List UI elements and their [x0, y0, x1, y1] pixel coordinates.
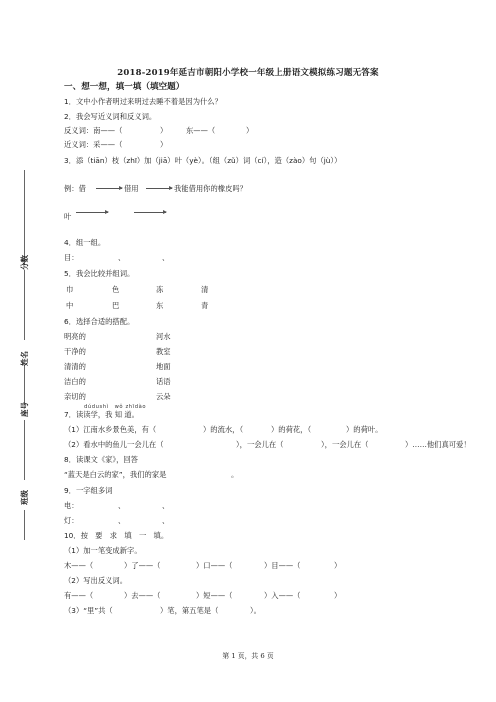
- q7-line-1: （1）江南水乡景色美，有（: [64, 425, 157, 434]
- ye-char: 叶: [64, 212, 72, 221]
- antonym-prompt: 反义词：南——（: [64, 126, 123, 135]
- separator: 、: [118, 501, 126, 510]
- separator: 、: [118, 253, 126, 262]
- question-10: 10．按 要 求 填 一 填。: [64, 531, 169, 540]
- arrow-icon: [76, 212, 108, 213]
- blank-close: ）: [160, 126, 168, 135]
- question-8: 8．读课文《家》，回答: [64, 455, 138, 464]
- arrow-icon: [134, 212, 166, 213]
- blank-close: ）: [160, 140, 168, 149]
- arrow-icon: [146, 188, 172, 189]
- q9-lamp: 灯：: [64, 516, 79, 525]
- compare-char: 青: [201, 301, 209, 310]
- compare-char: 清: [201, 285, 209, 294]
- q8-line: “蓝天是白云的家”，我们的家是: [64, 470, 167, 479]
- compare-char: 巴: [112, 301, 120, 310]
- q7-line-2c: ），一会儿在（: [321, 440, 369, 449]
- q10b-item: 有——（: [64, 591, 94, 600]
- match-right: 话语: [156, 377, 171, 386]
- q10a-item: 木——（: [64, 561, 94, 570]
- class-label: 班级: [20, 490, 29, 505]
- question-1: 1．文中小作者明过来明过去睡不着是因为什么？: [64, 97, 222, 106]
- separator: 、: [162, 516, 170, 525]
- match-right: 教室: [156, 347, 171, 356]
- compare-char: 冻: [156, 285, 164, 294]
- q7-line-1c: ）的荷花，（: [271, 425, 312, 434]
- match-left: 清清的: [64, 362, 86, 371]
- match-right: 河水: [156, 332, 171, 341]
- q7-line-2: （2）看水中的鱼儿一会儿在（: [64, 440, 164, 449]
- q10-part-3b: ）笔，第五笔是（: [160, 606, 219, 615]
- q10b-item: ）短——（: [196, 591, 233, 600]
- match-right: 地面: [156, 362, 171, 371]
- q10b-item: ）: [334, 591, 342, 600]
- question-3: 3．添（tiān）枝（zhī）加（jiā）叶（yè）。（组（zǔ）词（cí），造（zào）句（jù））: [64, 156, 342, 165]
- binding-line: [24, 365, 25, 405]
- example-word: 借用: [124, 184, 139, 193]
- q10-part-3c: ）。: [250, 606, 261, 615]
- blank-close: ）: [246, 126, 254, 135]
- q7-line-1d: ）的荷叶。: [346, 425, 383, 434]
- score-label: 分数: [20, 255, 29, 270]
- q8-end: 。: [231, 470, 239, 479]
- page-footer: 第 1 页，共 6 页: [222, 652, 274, 660]
- example-char: 例：借: [64, 184, 86, 193]
- question-9: 9．一字组多词: [64, 486, 113, 495]
- arrow-icon: [96, 188, 122, 189]
- q10a-item: ）口——（: [196, 561, 233, 570]
- question-5: 5．我会比较并组词。: [64, 269, 135, 278]
- q9-electric: 电：: [64, 501, 79, 510]
- match-left: 明亮的: [64, 332, 86, 341]
- separator: 、: [118, 516, 126, 525]
- q10-part-1: （1）加一笔变成新字。: [64, 546, 142, 555]
- separator: 、: [162, 501, 170, 510]
- question-7: 7．读读学，我 知 道。: [64, 410, 139, 419]
- match-left: 干净的: [64, 347, 86, 356]
- q10a-item: ）目——（: [264, 561, 301, 570]
- question-2: 2．我会写近义词和反义词。: [64, 112, 157, 121]
- document-title: 2018-2019年延吉市朝阳小学校一年级上册语文模拟练习题无答案: [117, 68, 379, 78]
- q7-line-1b: ）的流水，（: [203, 425, 244, 434]
- compare-char: 东: [156, 301, 164, 310]
- match-left: 亲切的: [64, 392, 86, 401]
- group-word-prompt: 目：: [64, 253, 79, 262]
- binding-line: [24, 420, 25, 480]
- q10a-item: ）了——（: [124, 561, 161, 570]
- match-right: 云朵: [156, 392, 171, 401]
- match-left: 洁白的: [64, 377, 86, 386]
- antonym-prompt-2: 东——（: [186, 126, 216, 135]
- q7-line-2d: ）……他们真可爱！: [405, 440, 471, 449]
- question-6: 6．选择合适的搭配。: [64, 317, 135, 326]
- example-sentence: 我能借用你的橡皮吗？: [174, 184, 247, 193]
- binding-line: [24, 510, 25, 540]
- binding-line: [24, 170, 25, 265]
- question-4: 4．组一组。: [64, 238, 106, 247]
- separator: 、: [162, 253, 170, 262]
- pinyin-line: dúdushì wǒ zhīdào: [84, 404, 147, 410]
- compare-char: 巾: [66, 285, 74, 294]
- compare-char: 中: [66, 301, 74, 310]
- q10b-item: ）去——（: [124, 591, 161, 600]
- q10-part-2: （2）写出反义词。: [64, 576, 128, 585]
- q10b-item: ）入——（: [264, 591, 301, 600]
- name-label: 姓名: [20, 351, 29, 366]
- section-heading: 一、想一想，填一填（填空题）: [64, 82, 185, 92]
- q10a-item: ）: [334, 561, 342, 570]
- synonym-prompt: 近义词：采——（: [64, 140, 123, 149]
- q7-line-2b: ），一会儿在（: [236, 440, 284, 449]
- compare-char: 色: [112, 285, 120, 294]
- q10-part-3: （3）“里”共（: [64, 606, 113, 615]
- seat-number-label: 座号: [20, 402, 29, 417]
- binding-line: [24, 270, 25, 340]
